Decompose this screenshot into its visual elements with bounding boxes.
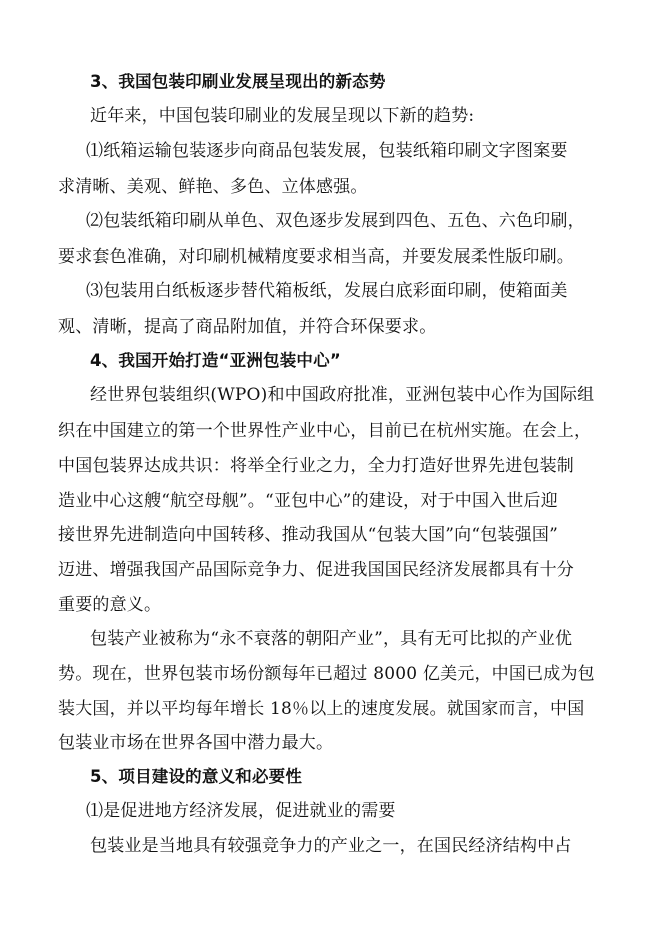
- section-4-para-1-line-4: 造业中心这艘“航空母舰”。“亚包中心”的建设，对于中国入世后迎: [58, 491, 558, 511]
- section-4-para-2-line-4: 包装业市场在世界各国中潜力最大。: [58, 733, 334, 753]
- section-4-para-1-line-7: 重要的意义。: [58, 595, 162, 615]
- section-4-para-1-line-6: 迈进、增强我国产品国际竞争力、促进我国国民经济发展都具有十分: [58, 560, 574, 580]
- section-3-item-2-line-2: 要求套色准确，对印刷机械精度要求相当高，并要发展柔性版印刷。: [58, 247, 574, 267]
- section-5-sub-1: ⑴是促进地方经济发展，促进就业的需要: [86, 801, 396, 821]
- section-3-item-1-line-2: 求清晰、美观、鲜艳、多色、立体感强。: [58, 177, 368, 197]
- section-3-intro: 近年来，中国包装印刷业的发展呈现以下新的趋势:: [90, 106, 475, 126]
- section-4-para-1-line-1: 经世界包装组织(WPO)和中国政府批准，亚洲包装中心作为国际组: [90, 385, 595, 405]
- section-3-item-1-line-1: ⑴纸箱运输包装逐步向商品包装发展，包装纸箱印刷文字图案要: [86, 141, 568, 161]
- section-4-heading: 4、我国开始打造“亚洲包装中心”: [90, 351, 341, 370]
- section-4-para-2-line-2: 势。现在，世界包装市场份额每年已超过 8000 亿美元，中国已成为包: [58, 664, 595, 684]
- section-4-para-1-line-3: 中国包装界达成共识：将举全行业之力，全力打造好世界先进包装制: [58, 456, 574, 476]
- section-5-heading: 5、项目建设的意义和必要性: [90, 767, 303, 786]
- section-4-para-1-line-5: 接世界先进制造向中国转移、推动我国从“包装大国”向“包装强国”: [58, 525, 558, 545]
- section-4-para-1-line-2: 织在中国建立的第一个世界性产业中心，目前已在杭州实施。在会上，: [58, 421, 592, 441]
- section-4-para-2-line-1: 包装产业被称为“永不衰落的朝阳产业”，具有无可比拟的产业优: [90, 629, 573, 649]
- section-5-para-1-line-1: 包装业是当地具有较强竞争力的产业之一，在国民经济结构中占: [90, 836, 572, 856]
- section-3-item-3-line-1: ⑶包装用白纸板逐步替代箱板纸，发展白底彩面印刷，使箱面美: [86, 281, 568, 301]
- section-4-para-2-line-3: 装大国，并以平均每年增长 18％以上的速度发展。就国家而言，中国: [58, 699, 585, 719]
- section-3-item-2-line-1: ⑵包装纸箱印刷从单色、双色逐步发展到四色、五色、六色印刷，: [86, 211, 585, 231]
- section-3-heading: 3、我国包装印刷业发展呈现出的新态势: [90, 72, 386, 91]
- section-3-item-3-line-2: 观、清晰，提高了商品附加值，并符合环保要求。: [58, 317, 437, 337]
